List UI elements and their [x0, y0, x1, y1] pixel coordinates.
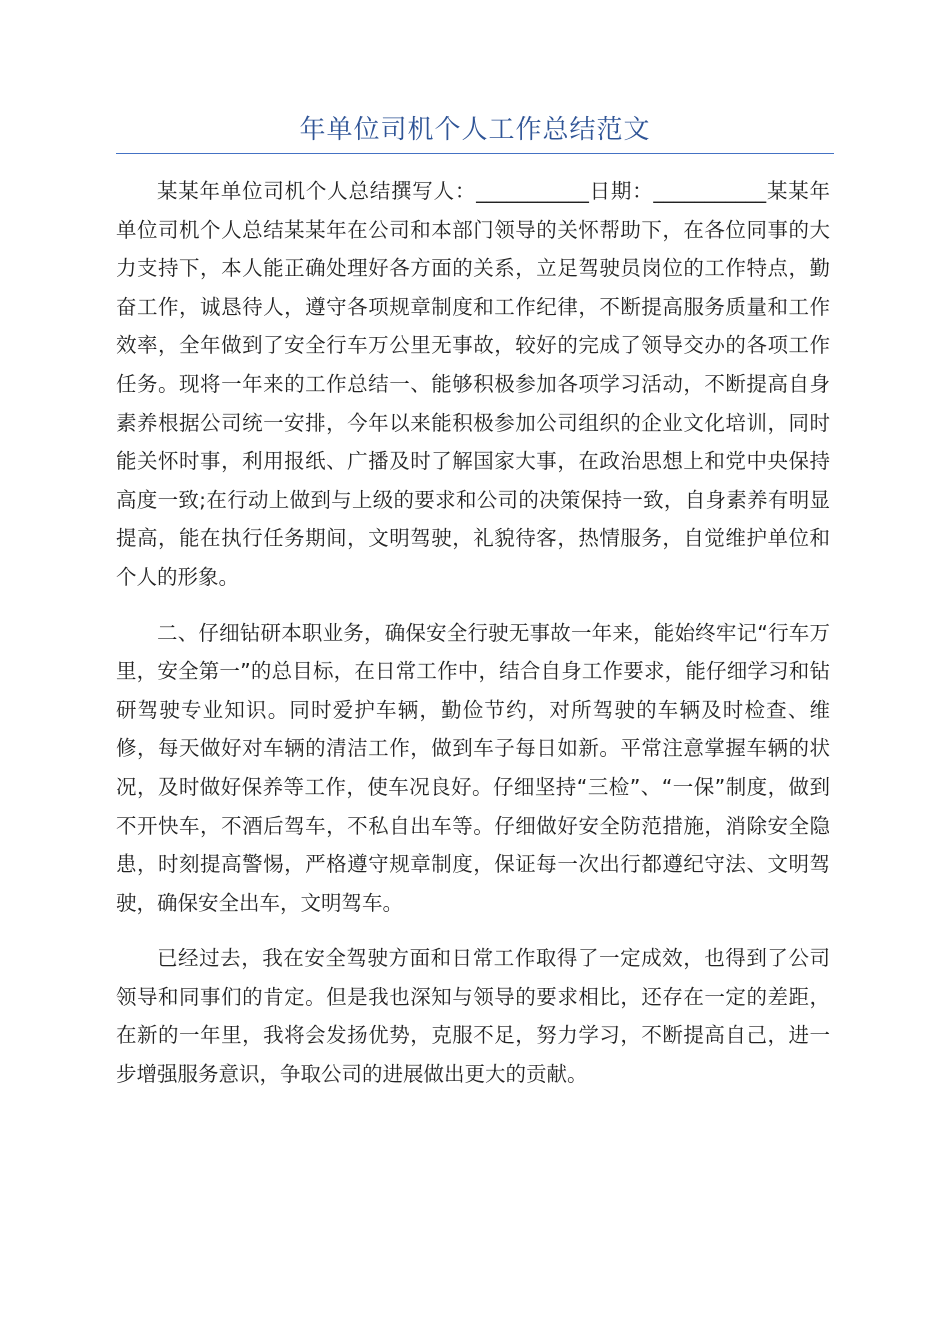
title-underline [116, 153, 834, 154]
document-title: 年单位司机个人工作总结范文 [299, 115, 651, 145]
document-body [116, 172, 830, 1111]
paragraph-1: 某某年单位司机个人总结撰写人：___________日期：___________某某年单位司机个人总结某某年在公司和本部门领导的关怀帮助下，在各位同事的大力支持下，本人能正确处理好各方面的关系，立足驾驶员岗位的工作特点，勤奋工作，诚恳待人，遵守各项规章制度和工作纪律，不断提高服务质量和工作效率，全年做到了安全行车万公里无事故，较好的完成了领导交办的各项工作任务。现将一年来的工作总结一、能够积极参加各项学习活动，不断提高自身素养根据公司统一安排，今年以来能积极参加公司组织的企业文化培训，同时能关怀时事，利用报纸、广播及时了解国家大事，在政治思想上和党中央保持高度一致;在行动上做到与上级的要求和公司的决策保持一致，自身素养有明显提高，能在执行任务期间，文明驾驶，礼貌待客，热情服务，自觉维护单位和个人的形象。 [116, 179, 830, 589]
paragraph-3: 已经过去，我在安全驾驶方面和日常工作取得了一定成效，也得到了公司领导和同事们的肯定。但是我也深知与领导的要求相比，还存在一定的差距，在新的一年里，我将会发扬优势，克服不足，努力学习，不断提高自己，进一步增强服务意识，争取公司的进展做出更大的贡献。 [116, 946, 830, 1087]
paragraph-2: 二、仔细钻研本职业务，确保安全行驶无事故一年来，能始终牢记“行车万里，安全第一”的总目标，在日常工作中，结合自身工作要求，能仔细学习和钻研驾驶专业知识。同时爱护车辆，勤俭节约，对所驾驶的车辆及时检查、维修，每天做好对车辆的清洁工作，做到车子每日如新。平常注意掌握车辆的状况，及时做好保养等工作，使车况良好。仔细坚持“三检”、“一保”制度，做到不开快车，不酒后驾车，不私自出车等。仔细做好安全防范措施，消除安全隐患，时刻提高警惕，严格遵守规章制度，保证每一次出行都遵纪守法、文明驾驶，确保安全出车，文明驾车。 [116, 620, 830, 915]
